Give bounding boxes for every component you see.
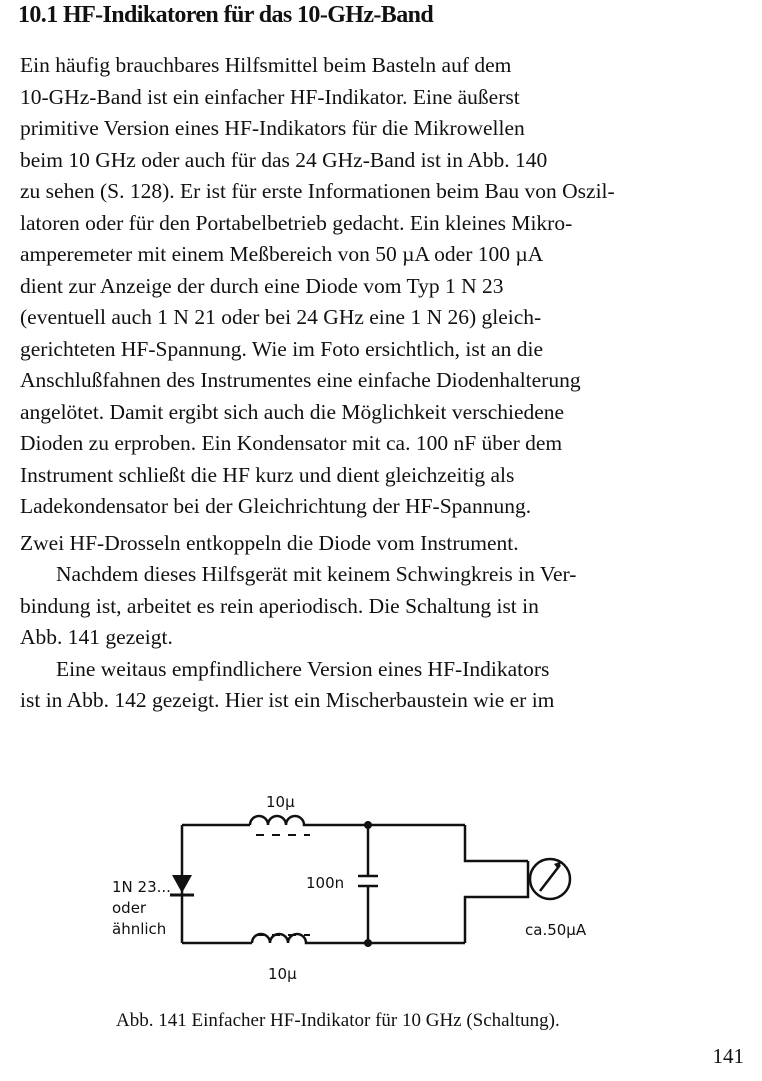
figure-caption: Abb. 141 Einfacher HF-Indikator für 10 GHz (Schaltung). [116,1010,560,1031]
text-line: Dioden zu erproben. Ein Kondensator mit ca. 100 nF über dem [20,431,563,455]
capacitor-label: 100n [306,874,345,892]
text-line: angelötet. Damit ergibt sich auch die Möglichkeit verschiedene [20,399,565,424]
text-line: Anschlußfahnen des Instrumentes eine einfache Diodenhalterung [20,368,581,392]
circuit-diagram [100,785,620,995]
text-line: zu sehen (S. 128). Er ist für erste Informationen beim Bau von Oszil- [20,179,615,203]
text-line: latoren oder für den Portabelbetrieb gedacht. Ein kleines Mikro- [20,210,573,235]
meter-label: ca.50µA [525,921,587,939]
text-line: Abb. 141 gezeigt. [20,625,173,649]
text-line: dient zur Anzeige der durch eine Diode vom Typ 1 N 23 [20,273,504,298]
diode-icon [172,875,192,893]
inductor-top-label: 10µ [266,793,295,811]
diode-label: 1N 23... [112,878,171,896]
section-heading: 10.1 HF-Indikatoren für das 10-GHz-Band [18,2,434,28]
text-line: 10-GHz-Band ist ein einfacher HF-Indikator. Eine äußerst [20,84,520,109]
capacitor-branch [358,825,378,943]
text-line: (eventuell auch 1 N 21 oder bei 24 GHz eine 1 N 26) gleich- [20,305,542,329]
text-line: Ein häufig brauchbares Hilfsmittel beim Basteln auf dem [20,53,512,77]
text-line: gerichteten HF-Spannung. Wie im Foto ersichtlich, ist an die [20,336,544,361]
page-number: 141 [712,1044,744,1068]
meter-wire [465,825,528,943]
diode-label: oder [112,899,147,917]
top-inductor [250,816,465,825]
inductor-bottom-label: 10µ [268,965,297,983]
text-line: Eine weitaus empfindlichere Version eines HF-Indikators [56,656,550,681]
text-line: beim 10 GHz oder auch für das 24 GHz-Band ist in Abb. 140 [20,147,548,172]
diode-label: ähnlich [112,920,167,938]
text-line: amperemeter mit einem Meßbereich von 50 µA oder 100 µA [20,242,544,266]
text-line: Nachdem dieses Hilfsgerät mit keinem Schwingkreis in Ver- [56,562,577,586]
text-line: Zwei HF-Drosseln entkoppeln die Diode vom Instrument. [20,530,519,555]
meter-needle [540,865,560,891]
bottom-inductor [252,934,465,943]
text-line: Instrument schließt die HF kurz und dient gleichzeitig als [20,462,515,487]
body-text [20,50,750,717]
text-line: primitive Version eines HF-Indikators für die Mikrowellen [20,116,525,140]
text-line: bindung ist, arbeitet es rein aperiodisch. Die Schaltung ist in [20,593,539,618]
text-line: ist in Abb. 142 gezeigt. Hier ist ein Mischerbaustein wie er im [20,688,555,712]
text-line: Ladekondensator bei der Gleichrichtung der HF-Spannung. [20,494,532,518]
